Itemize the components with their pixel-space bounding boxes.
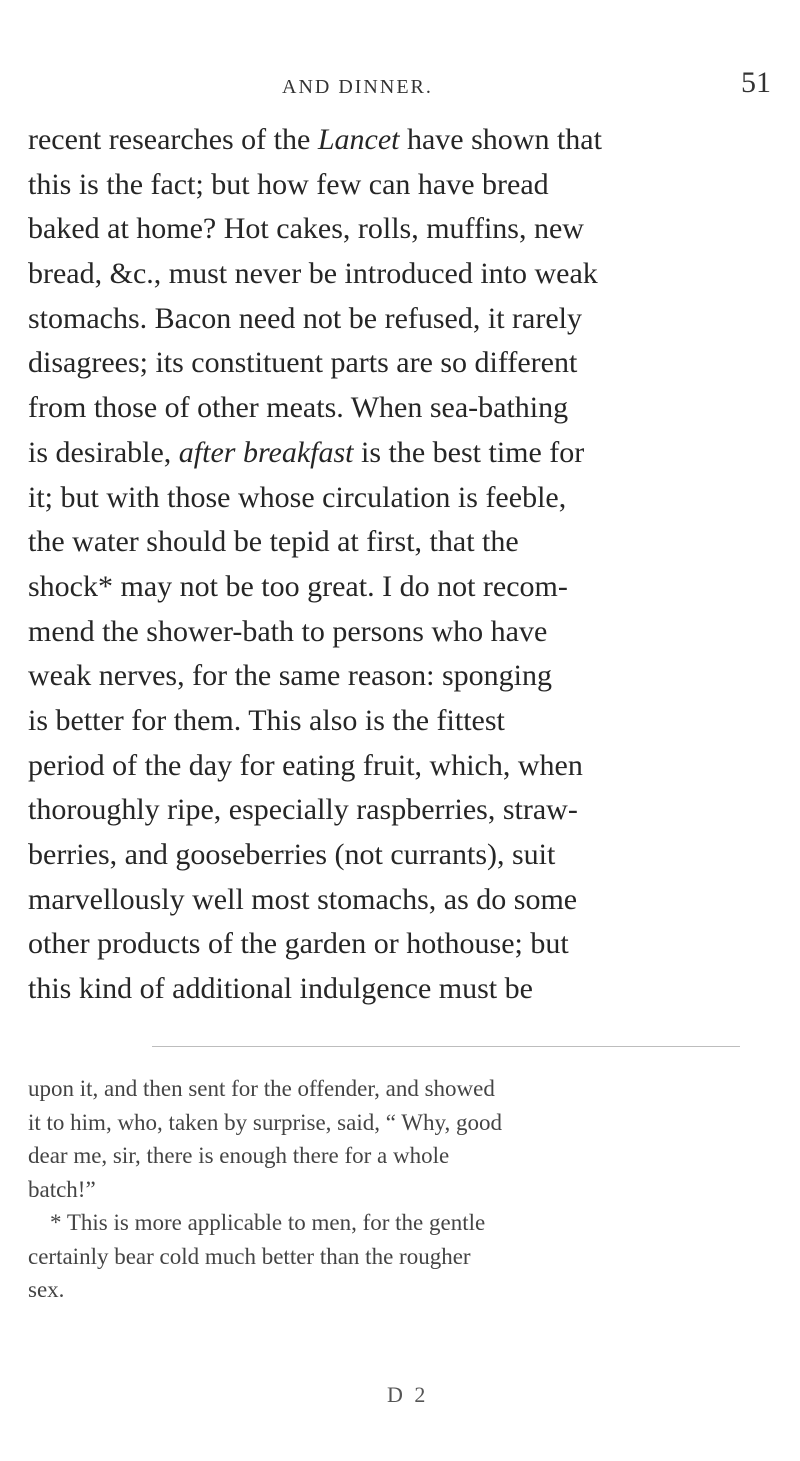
body-line: stomachs. Bacon need not be refused, it rarely [28,301,582,335]
footnote-line: batch!” [28,1176,96,1202]
body-line: this is the fact; but how few can have bread [28,167,549,201]
running-head: AND DINNER. [282,76,433,98]
body-line: baked at home? Hot cakes, rolls, muffins, new [28,212,584,246]
body-line: weak nerves, for the same reason: sponging [28,659,553,693]
body-line: marvellously well most stomachs, as do some [28,882,578,916]
body-line: is better for them. This also is the fittest [28,703,505,737]
body-line: period of the day for eating fruit, which, when [28,748,583,782]
footnote-line: it to him, who, taken by surprise, said, “ Why, good [28,1109,502,1135]
body-line: bread, &c., must never be introduced into weak [28,257,598,291]
body-line: berries, and gooseberries (not currants), suit [28,838,556,871]
page-number: 51 [741,66,771,99]
footnote-line: upon it, and then sent for the offender, and showed [28,1076,495,1101]
body-line: this kind of additional indulgence must be [28,972,533,1006]
signature-mark: D 2 [387,1382,429,1407]
body-line: from those of other meats. When sea-bathing [28,391,569,425]
footnotes [28,1072,758,1307]
body-line: mend the shower-bath to persons who have [28,614,548,648]
body-line: the water should be tepid at first, that the [28,525,519,559]
body-line: shock* may not be too great. I do not recom- [28,569,568,603]
footnote-line: sex. [28,1277,65,1302]
body-line: recent researches of the Lancet have shown that [28,123,602,156]
body-line: it; but with those whose circulation is feeble, [28,480,567,514]
body-line: other products of the garden or hothouse; but [28,927,569,961]
body-line: is desirable, after breakfast is the best time for [28,435,585,469]
body-line: thoroughly ripe, especially raspberries, straw- [28,793,578,827]
body-line: disagrees; its constituent parts are so different [28,346,578,380]
footnote-divider [152,1046,740,1047]
footnote-line: * This is more applicable to men, for the gentle [50,1210,486,1235]
footnote-line: dear me, sir, there is enough there for a whole [28,1143,450,1168]
footnote-line: certainly bear cold much better than the rougher [28,1243,471,1269]
body-text [28,118,758,1012]
